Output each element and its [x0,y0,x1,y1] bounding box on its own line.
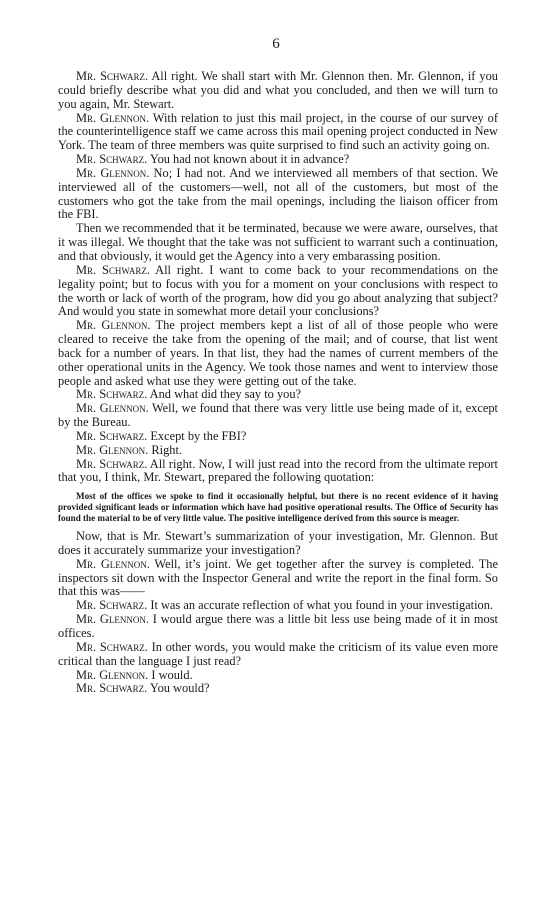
transcript-paragraph [58,264,498,319]
speaker-name: Mr. Glennon. [76,110,150,125]
transcript-paragraph [58,167,498,222]
paragraph-text: All right. Now, I will just read into the record from the ultimate report that you, I think, Mr. Stewart, prepared the following quotation: [58,456,498,485]
speaker-name: Mr. Glennon. [76,401,149,416]
transcript-body [58,70,498,696]
transcript-paragraph [58,669,498,683]
paragraph-text: Then we recommended that it be terminated, because we were aware, ourselves, that it was illegal. We thought that the take was not sufficient to warrant such a continuation, and that obviously, it would get the Agency into a very embarassing position. [58,221,498,263]
paragraph-text: The project members kept a list of all of those people who were cleared to receive the take from the opening of the mail; and of course, that list went back for a number of years. In that list, they had the names of current members of the other operational units in the Agency. We took those names and went to interview those people and asked what use they were getting out of the take. [58,318,498,388]
transcript-paragraph [58,682,498,696]
transcript-paragraph [58,319,498,388]
paragraph-text: And what did they say to you? [147,387,302,402]
paragraph-text: In other words, you would make the criticism of its value even more critical than the language I just read? [58,639,498,668]
speaker-name: Mr. Schwarz. [76,152,148,167]
speaker-name: Mr. Schwarz. [76,681,148,696]
transcript-paragraph [58,222,498,264]
paragraph-text: I would. [148,667,193,682]
paragraph-text: With relation to just this mail project, in the course of our survey of the counterintelligence staff we came across this mail opening project conducted in New York. The team of three members was quite surprised to find such an activity going on. [58,110,498,153]
paragraph-text: Except by the FBI? [147,428,247,443]
transcript-paragraph [58,599,498,613]
paragraph-text: You would? [147,681,210,696]
speaker-name: Mr. Glennon. [76,442,149,457]
transcript-paragraph [58,153,498,167]
paragraph-text: All right. I want to come back to your recommendations on the legality point; but to focus with you for a moment on your conclusions with respect to the worth or lack of worth of the program, how did you go about analyzing that subject? And would you state in somewhat more detail your conclusions? [58,262,498,319]
paragraph-text: It was an accurate reflection of what you found in your investigation. [147,598,494,613]
transcript-paragraph [58,70,498,112]
transcript-paragraph [58,402,498,430]
transcript-paragraph [58,388,498,402]
paragraph-text: No; I had not. And we interviewed all members of that section. We interviewed all of the customers—well, not all of the customers, but most of the customers who got the take from the mail openings, including the liaison officer from the FBI. [58,165,498,222]
paragraph-text: Now, that is Mr. Stewart’s summarization of your investigation, Mr. Glennon. But does it accurately summarize your investigation? [58,529,498,557]
transcript-paragraph [58,641,498,669]
speaker-name: Mr. Glennon. [76,612,149,627]
speaker-name: Mr. Schwarz. [76,428,148,443]
paragraph-text: Right. [148,442,183,457]
speaker-name: Mr. Schwarz. [76,69,149,83]
report-quotation: Most of the offices we spoke to find it occasionally helpful, but there is no recent evidence of it having provided significant leads or information which have had positive operational results. The Office of Security has found the material to be of very little value. The positive intelligence derived from this source is meager. [58,491,498,523]
speaker-name: Mr. Schwarz. [76,639,148,654]
transcript-paragraph [58,458,498,486]
transcript-paragraph [58,430,498,444]
speaker-name: Mr. Glennon. [76,318,151,333]
paragraph-text: Well, it’s joint. We get together after the survey is completed. The inspectors sit down with the Inspector General and write the report in the final form. So that this was—— [58,556,498,599]
speaker-name: Mr. Schwarz. [76,456,148,471]
transcript-paragraph [58,558,498,600]
paragraph-text: You had not known about it in advance? [147,152,350,167]
speaker-name: Mr. Glennon. [76,667,149,682]
speaker-name: Mr. Schwarz. [76,387,148,402]
paragraph-text: All right. We shall start with Mr. Glennon then. Mr. Glennon, if you could briefly describe what you did and what you concluded, and then we will turn to you again, Mr. Stewart. [58,69,498,111]
speaker-name: Mr. Glennon. [76,556,150,571]
transcript-paragraph [58,530,498,558]
speaker-name: Mr. Schwarz. [76,598,148,613]
paragraph-text: Well, we found that there was very little use being made of it, except by the Bureau. [58,401,498,430]
page-number: 6 [272,36,280,52]
speaker-name: Mr. Schwarz. [76,262,150,277]
transcript-paragraph [58,613,498,641]
speaker-name: Mr. Glennon. [76,165,150,180]
transcript-paragraph [58,444,498,458]
paragraph-text: I would argue there was a little bit less use being made of it in most offices. [58,612,498,640]
transcript-paragraph [58,112,498,154]
